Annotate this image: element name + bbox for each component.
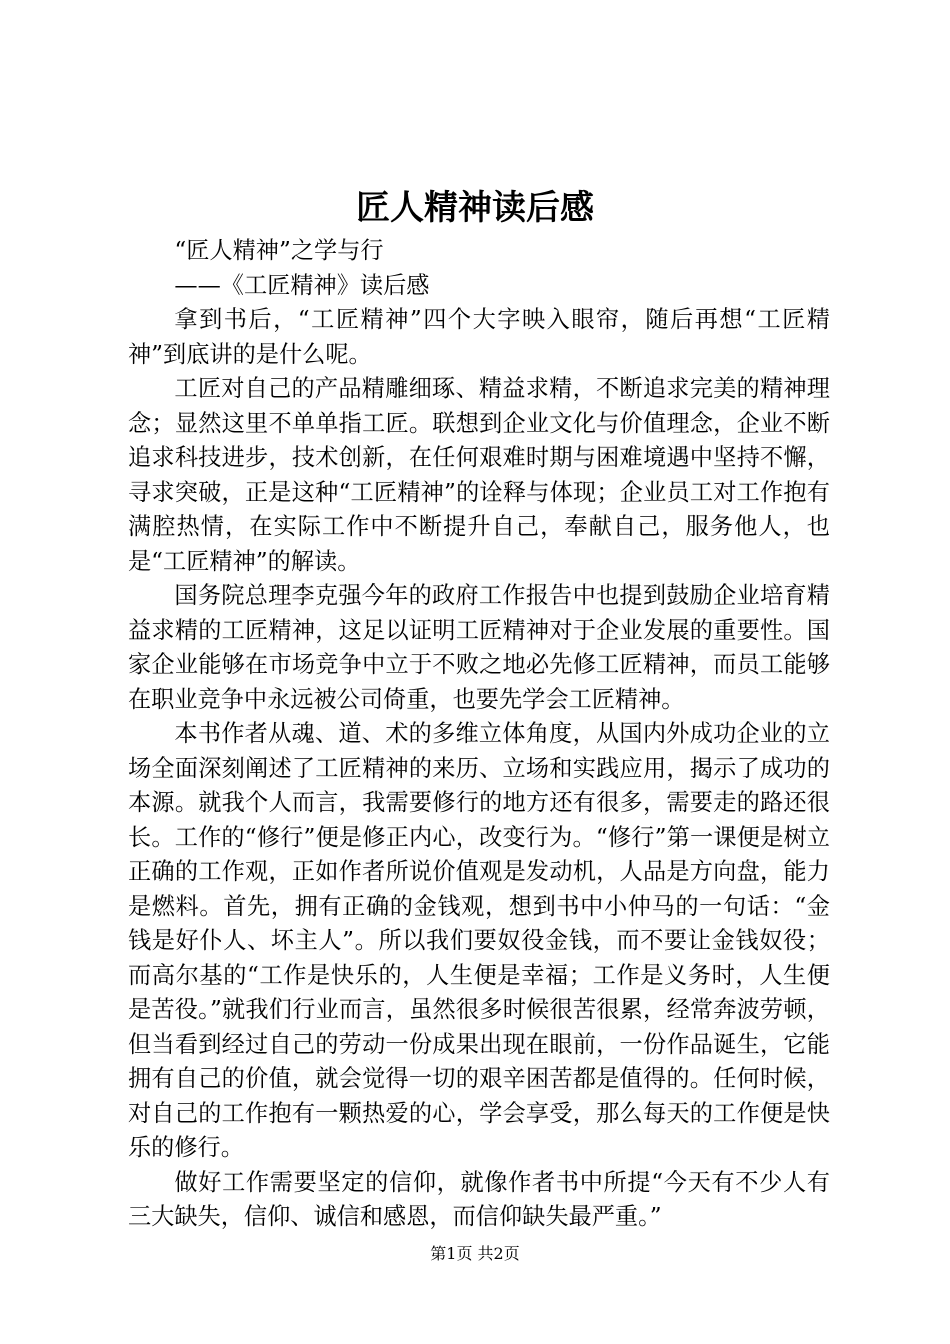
- paragraph-2: 工匠对自己的产品精雕细琢、精益求精，不断追求完美的精神理念；显然这里不单单指工匠。联想到企业文化与价值理念，企业不断追求科技进步，技术创新，在任何艰难时期与困难境遇中坚持不懈，寻求突破，正是这种“工匠精神”的诠释与体现；企业员工对工作抱有满腔热情，在实际工作中不断提升自己，奉献自己，服务他人，也是“工匠精神”的解读。: [128, 375, 830, 575]
- document-title: 匠人精神读后感: [356, 188, 594, 228]
- paragraph-1: 拿到书后，“工匠精神”四个大字映入眼帘，随后再想“工匠精神”到底讲的是什么呢。: [128, 306, 830, 368]
- page-footer: 第1页 共2页: [430, 1244, 520, 1263]
- paragraph-3: 国务院总理李克强今年的政府工作报告中也提到鼓励企业培育精益求精的工匠精神，这足以证明工匠精神对于企业发展的重要性。国家企业能够在市场竞争中立于不败之地必先修工匠精神，而员工能够在职业竞争中永远被公司倚重，也要先学会工匠精神。: [128, 582, 830, 713]
- paragraph-4: 本书作者从魂、道、术的多维立体角度，从国内外成功企业的立场全面深刻阐述了工匠精神的来历、立场和实践应用，揭示了成功的本源。就我个人而言，我需要修行的地方还有很多，需要走的路还很长。工作的“修行”便是修正内心，改变行为。“修行”第一课便是树立正确的工作观，正如作者所说价值观是发动机，人品是方向盘，能力是燃料。首先，拥有正确的金钱观，想到书中小仲马的一句话：“金钱是好仆人、坏主人”。所以我们要奴役金钱，而不要让金钱奴役；而高尔基的“工作是快乐的，人生便是幸福；工作是义务时，人生便是苦役。”就我们行业而言，虽然很多时候很苦很累，经常奔波劳顿，但当看到经过自己的劳动一份成果出现在眼前，一份作品诞生，它能拥有自己的价值，就会觉得一切的艰辛困苦都是值得的。任何时候，对自己的工作抱有一颗热爱的心，学会享受，那么每天的工作便是快乐的修行。: [128, 720, 830, 1161]
- subtitle-line-2: ——《工匠精神》读后感: [174, 271, 430, 299]
- paragraph-5: 做好工作需要坚定的信仰，就像作者书中所提“今天有不少人有三大缺失，信仰、诚信和感恩，而信仰缺失最严重。”: [128, 1168, 830, 1230]
- subtitle-line-1: “匠人精神”之学与行: [174, 237, 384, 264]
- document-body: [128, 234, 830, 1235]
